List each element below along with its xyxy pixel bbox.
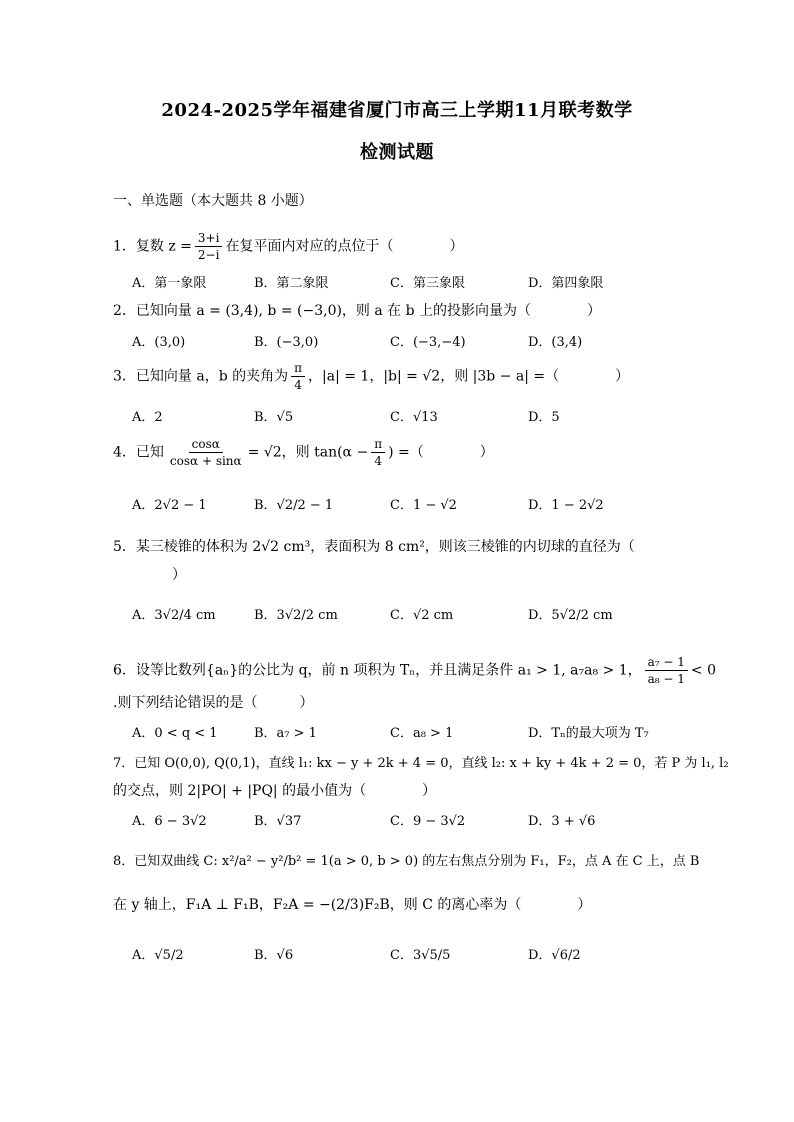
question-4-option-b: B．√2/2 − 1 [254, 498, 334, 513]
question-6-fraction [645, 654, 688, 687]
question-3-option-b: B．√5 [254, 410, 294, 425]
question-4-fraction [167, 436, 245, 469]
question-6-option-c: C．a₈ > 1 [390, 726, 454, 741]
question-1-numerator: 3+i [195, 230, 223, 247]
question-4-option-d: D．1 − 2√2 [528, 498, 604, 513]
question-6 [113, 654, 716, 687]
question-5-option-a: A．3√2/4 cm [132, 608, 216, 623]
question-7-options [132, 810, 692, 854]
question-5-line-2: ） [172, 567, 186, 583]
question-3-prefix: 3．已知向量 a，b 的夹角为 [113, 368, 289, 385]
question-1-option-c: C．第三象限 [390, 276, 465, 291]
question-4-options [132, 494, 692, 538]
question-1-option-d: D．第四象限 [528, 276, 604, 291]
question-3 [113, 360, 629, 393]
question-1-denominator: 2−i [197, 248, 220, 262]
section-heading: 一、单选题（本大题共 8 小题） [113, 193, 313, 209]
question-6-fraction-suffix: < 0 [690, 662, 716, 679]
question-2-option-c: C．(−3,−4) [390, 335, 466, 350]
question-3-option-c: C．√13 [390, 410, 438, 425]
question-5: 5．某三棱锥的体积为 2√2 cm³，表面积为 8 cm²，则该三棱锥的内切球的直径为（ [113, 539, 635, 555]
question-2: 2．已知向量 a = (3,4), b = (−3,0)，则 a 在 b 上的投影向量为（ ） [113, 303, 602, 319]
question-8-option-c: C．3√5/5 [390, 948, 451, 963]
question-7-option-d: D．3 + √6 [528, 814, 596, 829]
question-5-option-b: B．3√2/2 cm [254, 608, 338, 623]
question-4-option-a: A．2√2 − 1 [132, 498, 207, 513]
question-1-prefix: 1．复数 z = [113, 238, 192, 255]
question-1-option-a: A．第一象限 [132, 276, 207, 291]
question-4-denominator-2: 4 [374, 454, 382, 468]
question-7-option-b: B．√37 [254, 814, 302, 829]
question-7-option-c: C．9 − 3√2 [390, 814, 466, 829]
question-8-option-d: D．√6/2 [528, 948, 581, 963]
question-1-fraction [195, 230, 223, 263]
question-4-numerator-2: π [371, 436, 385, 453]
question-1-suffix: 在复平面内对应的点位于（ ） [225, 238, 464, 255]
question-1 [113, 230, 463, 263]
question-7-line-2: 的交点，则 2|PO| + |PQ| 的最小值为（ ） [113, 783, 437, 799]
question-4-denominator: cosα + sinα [169, 454, 242, 468]
question-4 [113, 436, 494, 469]
question-6-option-a: A．0 < q < 1 [132, 726, 218, 741]
question-5-option-d: D．5√2/2 cm [528, 608, 613, 623]
question-4-middle: = √2，则 tan(α − [247, 444, 369, 461]
question-3-suffix: ，|a| = 1，|b| = √2，则 |3b − a| =（ ） [308, 368, 630, 385]
question-6-numerator: a₇ − 1 [645, 654, 688, 671]
question-8-option-b: B．√6 [254, 948, 294, 963]
question-4-option-c: C．1 − √2 [390, 498, 457, 513]
question-6-denominator: a₈ − 1 [647, 672, 685, 686]
question-8-line-2: 在 y 轴上，F₁A ⊥ F₁B，F₂A = −(2/3)F₂B，则 C 的离心率为（ ） [113, 897, 592, 913]
question-4-numerator: cosα [189, 436, 223, 453]
question-4-fraction-2 [371, 436, 385, 469]
question-5-option-c: C．√2 cm [390, 608, 454, 623]
question-8: 8．已知双曲线 C: x²/a² − y²/b² = 1(a > 0, b > 0) 的左右焦点分别为 F₁，F₂，点 A 在 C 上，点 B [113, 854, 700, 869]
question-2-option-d: D．(3,4) [528, 335, 583, 350]
question-3-denominator: 4 [294, 378, 302, 392]
question-3-numerator: π [291, 360, 305, 377]
question-3-fraction [291, 360, 305, 393]
question-7-option-a: A．6 − 3√2 [132, 814, 207, 829]
question-8-option-a: A．√5/2 [132, 948, 184, 963]
question-4-prefix: 4．已知 [113, 444, 164, 461]
question-6-option-b: B．a₇ > 1 [254, 726, 317, 741]
page-subtitle: 检测试题 [360, 142, 434, 163]
question-6-option-d: D．Tₙ的最大项为 T₇ [528, 726, 649, 741]
question-5-options [132, 604, 692, 648]
question-4-suffix: ) =（ ） [388, 444, 494, 461]
question-7: 7．已知 O(0,0), Q(0,1)，直线 l₁: kx − y + 2k + 4 = 0，直线 l₂: x + ky + 4k + 2 = 0，若 P 为 l₁, l₂ [113, 756, 729, 771]
question-2-option-a: A．(3,0) [132, 335, 186, 350]
question-6-text: 6．设等比数列{aₙ}的公比为 q，前 n 项积为 Tₙ，并且满足条件 a₁ > 1, a₇a₈ > 1， [113, 662, 642, 679]
question-3-option-a: A．2 [132, 410, 163, 425]
question-3-option-d: D．5 [528, 410, 560, 425]
question-6-line-2: .则下列结论错误的是（ ） [113, 695, 314, 711]
page-title: 2024-2025学年福建省厦门市高三上学期11月联考数学 [161, 100, 633, 121]
question-2-option-b: B．(−3,0) [254, 335, 319, 350]
question-8-options [132, 944, 692, 988]
question-1-option-b: B．第二象限 [254, 276, 329, 291]
